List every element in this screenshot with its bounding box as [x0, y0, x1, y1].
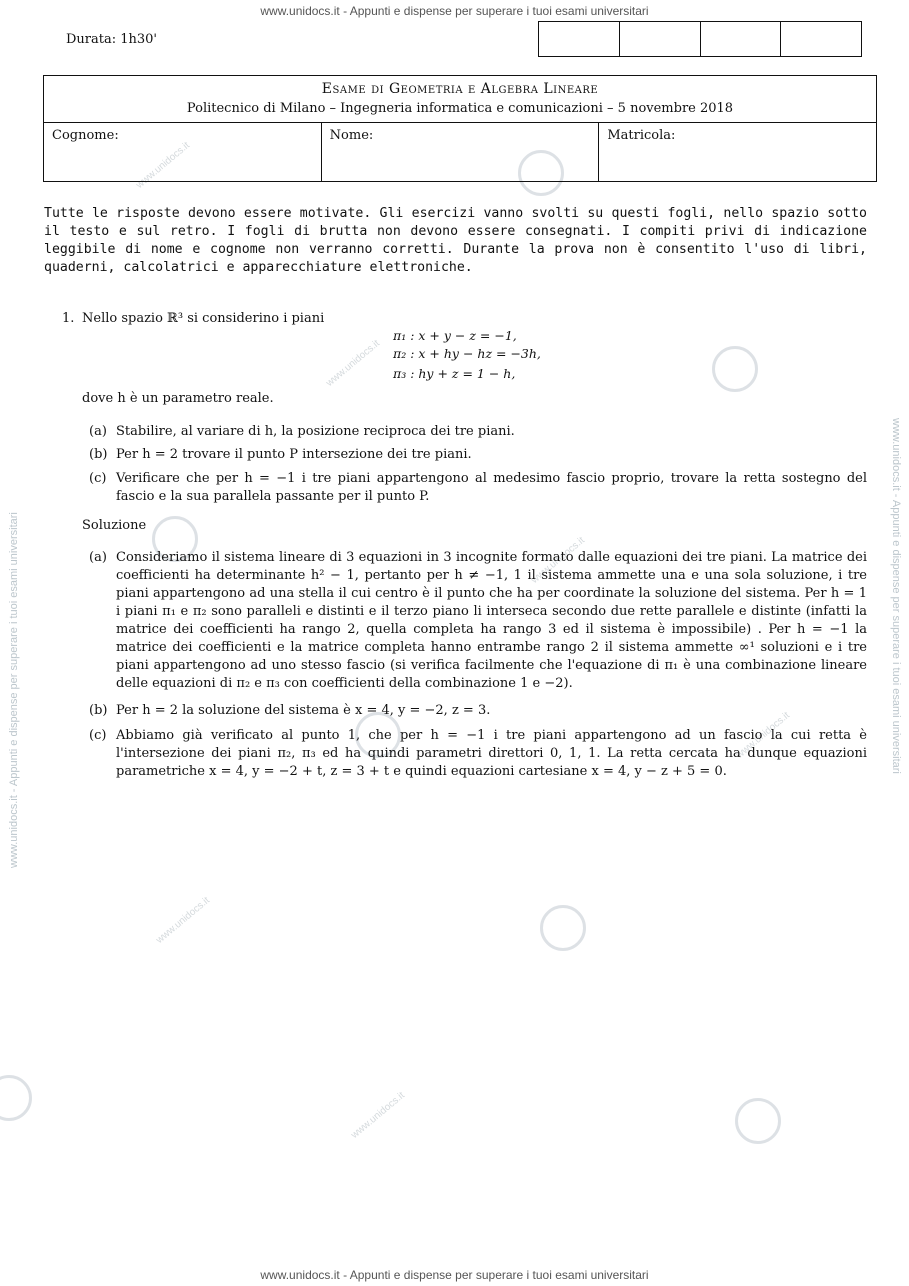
- exam-title: Esame di Geometria e Algebra Lineare: [321, 81, 599, 97]
- item-label: (a): [89, 424, 107, 439]
- exam-header: [43, 75, 877, 182]
- top-banner: www.unidocs.it - Appunti e dispense per superare i tuoi esami universitari: [260, 4, 649, 18]
- item-text: Per h = 2 la soluzione del sistema è x = 4, y = −2, z = 3.: [116, 703, 491, 718]
- exam-instructions: Tutte le risposte devono essere motivate. Gli esercizi vanno svolti su questi fogli, nello spazio sotto il testo e sul retro. I fogli di brutta non devono essere consegnati. I compiti privi di indicazione leggibile di nome e cognome non verranno corretti. Durante la prova non è consentito l'uso di libri, quaderni, calcolatrici e apparecchiature elettroniche.: [44, 206, 867, 275]
- solution-item-b: [89, 702, 867, 720]
- watermark-text: www.unidocs.it: [734, 710, 792, 761]
- solution-heading: Soluzione: [82, 518, 147, 533]
- item-label: (b): [89, 447, 108, 462]
- student-id-field[interactable]: Matricola:: [607, 128, 676, 143]
- side-banner-right: www.unidocs.it - Appunti e dispense per superare i tuoi esami universitari: [890, 418, 902, 774]
- item-text: Verificare che per h = −1 i tre piani appartengono al medesimo fascio proprio, trovare la retta sostegno del fascio e la sua parallela passante per il punto P.: [116, 471, 867, 504]
- plane-equation-3: π₃ : hy + z = 1 − h,: [393, 366, 516, 381]
- score-box: [781, 22, 861, 56]
- plane-equation-1: π₁ : x + y − z = −1,: [393, 328, 517, 343]
- score-box: [539, 22, 620, 56]
- solution-item-a: [89, 549, 867, 693]
- bottom-banner: www.unidocs.it - Appunti e dispense per superare i tuoi esami universitari: [260, 1268, 649, 1282]
- score-box: [701, 22, 782, 56]
- item-label: (c): [89, 728, 107, 743]
- score-boxes: [538, 21, 862, 57]
- name-field[interactable]: Nome:: [322, 123, 600, 181]
- unidocs-logo-icon: [540, 905, 586, 951]
- student-fields: [44, 123, 876, 181]
- watermark-text: www.unidocs.it: [134, 140, 192, 191]
- item-text: Per h = 2 trovare il punto P intersezione dei tre piani.: [116, 447, 472, 462]
- item-text: Consideriamo il sistema lineare di 3 equazioni in 3 incognite formato dalle equazioni dei tre piani. La matrice dei coefficienti ha determinante h² − 1, pertanto per h ≠ −1, 1 il sistema ammette una e una sola soluzione, i tre piani appartengono ad una stella il cui centro è il punto che ha per coordinate la soluzione del sistema. Per h = 1 i piani π₁ e π₂ sono paralleli e distinti e il terzo piano li interseca secondo due rette parallele e distinte (infatti la matrice dei coefficienti ha rango 2, quella completa ha rango 3 ed il sistema è impossibile) . Per h = −1 la matrice dei coefficienti e la matrice completa hanno entrambe rango 2 il sistema ammette ∞¹ soluzioni e i tre piani appartengono ad uno stesso fascio (si verifica facilmente che l'equazione di π₁ è una combinazione lineare delle equazioni di π₂ e π₃ con coefficienti della combinazione 1 e −2).: [116, 550, 867, 691]
- parameter-note: dove h è un parametro reale.: [82, 391, 274, 406]
- unidocs-logo-icon: [712, 346, 758, 392]
- surname-field[interactable]: Cognome:: [44, 123, 322, 181]
- item-label: (a): [89, 550, 107, 565]
- side-banner-left: www.unidocs.it - Appunti e dispense per superare i tuoi esami universitari: [8, 512, 20, 868]
- question-number: 1.: [62, 311, 75, 326]
- question-item-b: [89, 446, 867, 464]
- score-box: [620, 22, 701, 56]
- exam-subtitle: Politecnico di Milano – Ingegneria informatica e comunicazioni – 5 novembre 2018: [44, 97, 876, 123]
- unidocs-logo-icon: [735, 1098, 781, 1144]
- question-item-c: [89, 470, 867, 506]
- item-text: Abbiamo già verificato al punto 1, che per h = −1 i tre piani appartengono ad un fascio la cui retta è l'intersezione dei piani π₂, π₃ ed ha quindi parametri direttori 0, 1, 1. La retta cercata ha dunque equazioni parametriche x = 4, y = −2 + t, z = 3 + t e quindi equazioni cartesiane x = 4, y − z + 5 = 0.: [116, 728, 867, 779]
- watermark-text: www.unidocs.it: [349, 1090, 407, 1141]
- exam-duration: Durata: 1h30': [66, 32, 158, 47]
- watermark-text: www.unidocs.it: [154, 895, 212, 946]
- question-intro: Nello spazio ℝ³ si considerino i piani: [82, 311, 325, 326]
- watermark-text: www.unidocs.it: [324, 338, 382, 389]
- item-label: (b): [89, 703, 108, 718]
- unidocs-logo-icon: [0, 1075, 32, 1121]
- item-label: (c): [89, 471, 107, 486]
- watermark-text: www.unidocs.it: [529, 535, 587, 586]
- question-item-a: [89, 423, 867, 441]
- item-text: Stabilire, al variare di h, la posizione reciproca dei tre piani.: [116, 424, 515, 439]
- plane-equation-2: π₂ : x + hy − hz = −3h,: [393, 346, 541, 361]
- solution-item-c: [89, 727, 867, 781]
